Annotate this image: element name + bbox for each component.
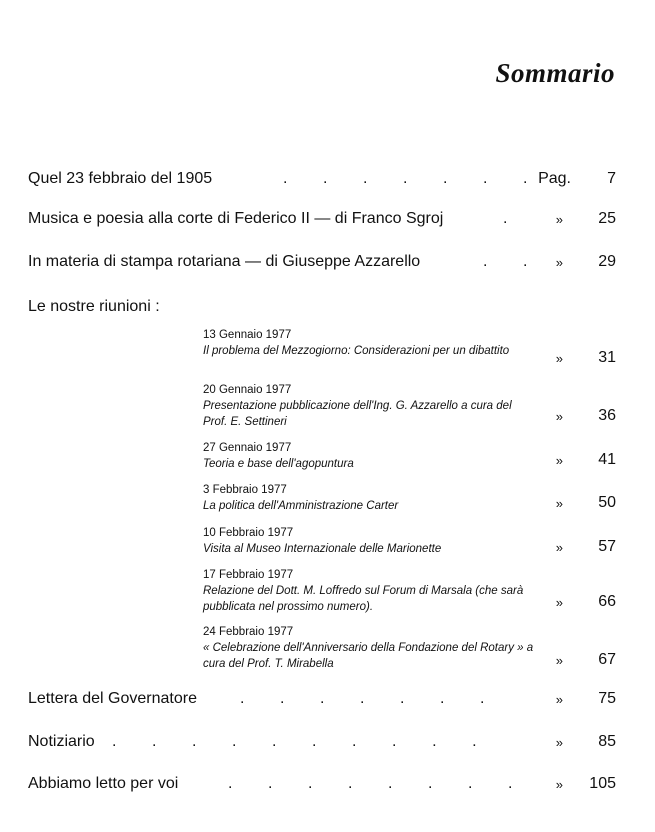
toc-entry[interactable] [28, 170, 616, 194]
meeting-entry[interactable] [203, 440, 616, 472]
toc-leader-dots: . [503, 210, 508, 227]
page-title: Sommario [495, 58, 615, 88]
toc-page-number: 66 [598, 593, 616, 610]
toc-page-number: 31 [598, 349, 616, 366]
toc-leader-dots: . . . . . . . . [228, 775, 513, 792]
toc-page-number: 105 [589, 775, 616, 792]
toc-entry-title: Lettera del Governatore [28, 690, 197, 707]
toc-ditto-mark: » [555, 777, 563, 792]
toc-ditto-mark: » [555, 255, 563, 270]
toc-entry[interactable] [28, 775, 616, 799]
toc-entry-title: Abbiamo letto per voi [28, 775, 179, 792]
toc-entry-title: In materia di stampa rotariana — di Giuseppe Azzarello [28, 253, 421, 270]
meeting-entry[interactable] [203, 382, 616, 428]
toc-page-number: 41 [598, 451, 616, 468]
meeting-description: Teoria e base dell'agopuntura [203, 458, 354, 470]
toc-leader-dots: . . . . . . . . . . [112, 733, 477, 750]
toc-leader-dots: . . [483, 253, 528, 270]
toc-page-number: 25 [598, 210, 616, 227]
toc-page-prefix: Pag. [538, 170, 571, 187]
meeting-date: 13 Gennaio 1977 [203, 329, 292, 341]
meeting-entry[interactable] [203, 567, 616, 615]
toc-page-number: 67 [598, 651, 616, 668]
toc-ditto-mark: » [555, 212, 563, 227]
toc-entry[interactable] [28, 733, 616, 757]
toc-page-number: 57 [598, 538, 616, 555]
toc-entry-title: Musica e poesia alla corte di Federico II — di Franco Sgroj [28, 210, 444, 227]
meeting-date: 17 Febbraio 1977 [203, 569, 294, 581]
toc-entry-title: Notiziario [28, 733, 95, 750]
meeting-entry[interactable] [203, 327, 616, 373]
meeting-date: 20 Gennaio 1977 [203, 384, 292, 396]
toc-ditto-mark: » [555, 540, 563, 555]
toc-entry[interactable] [28, 690, 616, 714]
meeting-date: 24 Febbraio 1977 [203, 626, 294, 638]
toc-page-number: 85 [598, 733, 616, 750]
toc-page-number: 7 [607, 170, 616, 187]
meeting-entry[interactable] [203, 525, 616, 557]
toc-page-number: 36 [598, 407, 616, 424]
toc-ditto-mark: » [555, 735, 563, 750]
toc-page-number: 29 [598, 253, 616, 270]
meeting-description: Relazione del Dott. M. Loffredo sul Forum di Marsala (che sarà pubblicata nel prossimo numero). [203, 585, 524, 613]
meeting-description: La politica dell'Amministrazione Carter [203, 500, 399, 512]
meeting-description: « Celebrazione dell'Anniversario della Fondazione del Rotary » a cura del Prof. T. Mirabella [203, 642, 534, 670]
toc-ditto-mark: » [555, 409, 563, 424]
toc-entry-title: Quel 23 febbraio del 1905 [28, 170, 213, 187]
meeting-date: 3 Febbraio 1977 [203, 484, 287, 496]
toc-ditto-mark: » [555, 496, 563, 511]
meeting-entry[interactable] [203, 624, 616, 672]
meetings-heading: Le nostre riunioni : [28, 298, 160, 315]
toc-ditto-mark: » [555, 653, 563, 668]
toc-page-number: 50 [598, 494, 616, 511]
toc-ditto-mark: » [555, 453, 563, 468]
toc-ditto-mark: » [555, 351, 563, 366]
toc-entry[interactable] [28, 253, 616, 277]
meeting-date: 10 Febbraio 1977 [203, 527, 294, 539]
toc-leader-dots: . . . . . . . [240, 690, 485, 707]
toc-page-number: 75 [598, 690, 616, 707]
meeting-description: Presentazione pubblicazione dell'Ing. G. Azzarello a cura del Prof. E. Settineri [203, 400, 512, 428]
meeting-description: Visita al Museo Internazionale delle Marionette [203, 543, 442, 555]
toc-ditto-mark: » [555, 692, 563, 707]
meeting-description: Il problema del Mezzogiorno: Considerazioni per un dibattito [203, 345, 510, 357]
toc-entry[interactable] [28, 210, 616, 234]
meeting-entry[interactable] [203, 482, 616, 514]
toc-ditto-mark: » [555, 595, 563, 610]
meeting-date: 27 Gennaio 1977 [203, 442, 292, 454]
toc-leader-dots: . . . . . . . [283, 170, 528, 187]
